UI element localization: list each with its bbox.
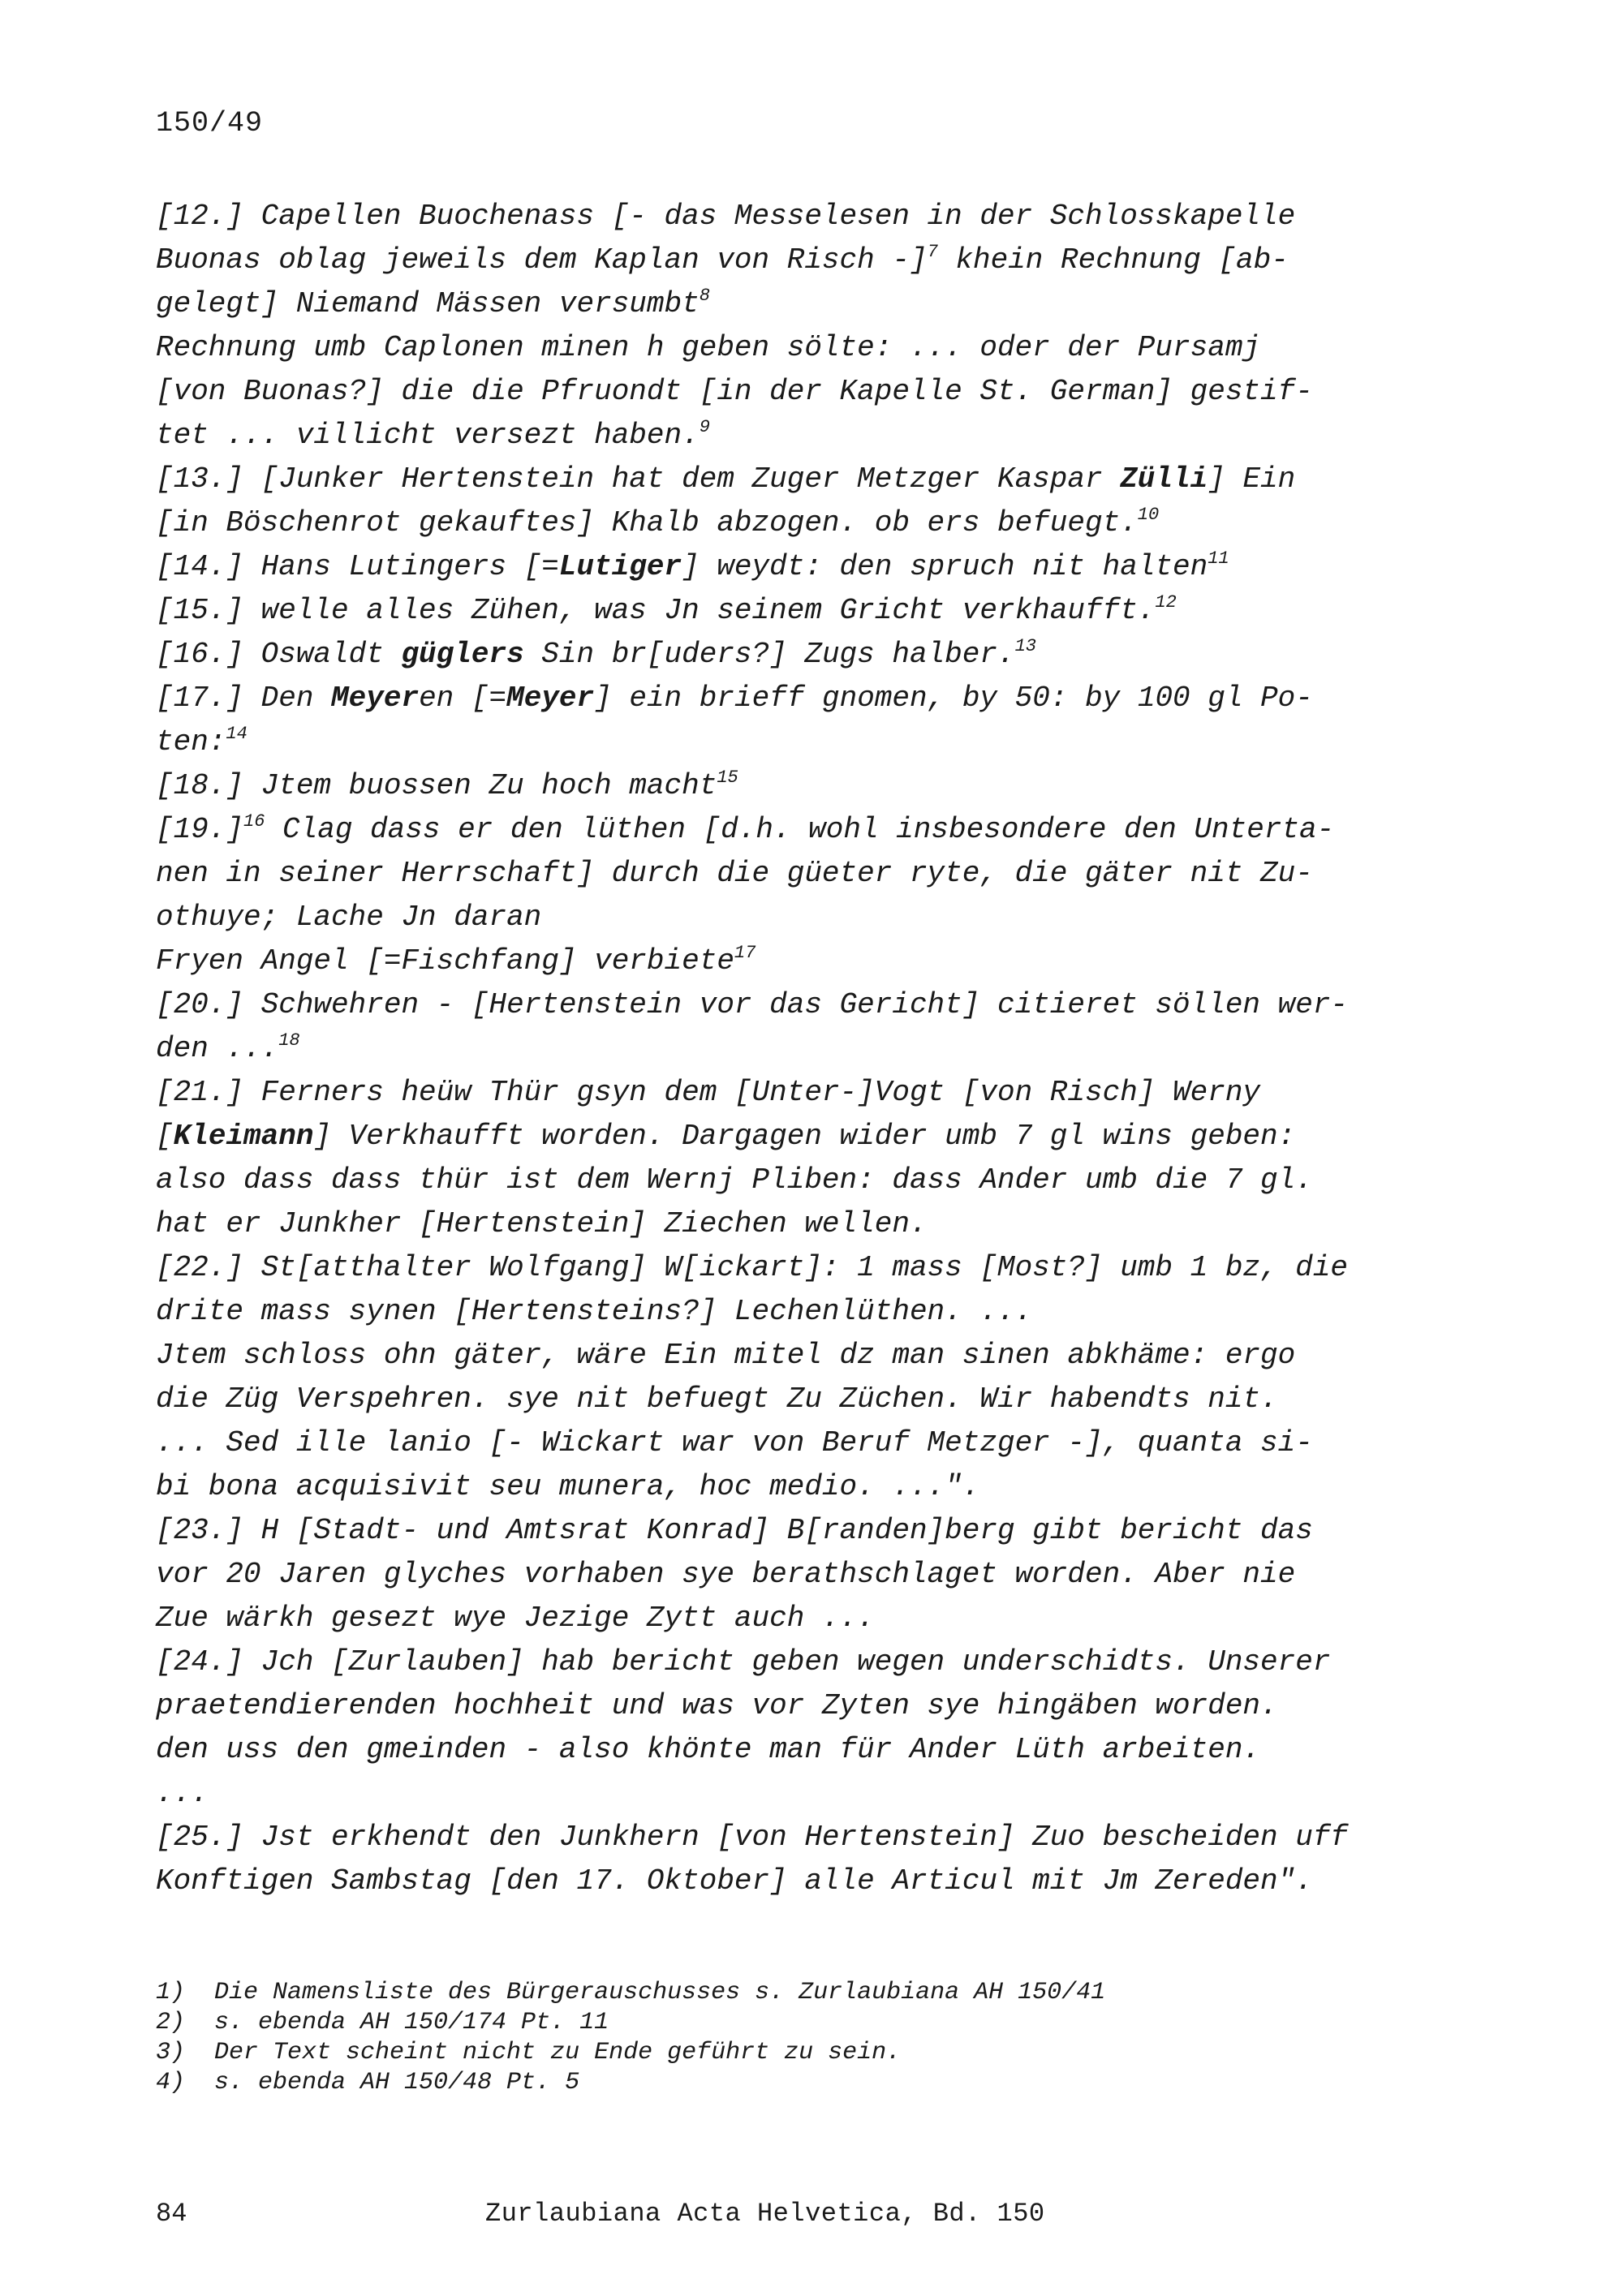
footnote bbox=[156, 2068, 1422, 2098]
entry-line: drite mass synen [Hertensteins?] Lechenlüthen. ... bbox=[156, 1295, 1033, 1328]
entry-16 bbox=[156, 633, 1422, 677]
entry-line: ... Sed ille lanio [- Wickart war von Beruf Metzger -], quanta si- bbox=[156, 1426, 1313, 1460]
entry-line: Zue wärkh gesezt wye Jezige Zytt auch ... bbox=[156, 1602, 875, 1635]
entry-line: [von Buonas?] die die Pfruondt [in der Kapelle St. German] gestif- bbox=[156, 375, 1313, 408]
person-name: Meyer bbox=[506, 681, 595, 715]
entry-line: [22.] St[atthalter Wolfgang] W[ickart]: 1 mass [Most?] umb 1 bz, die bbox=[156, 1251, 1349, 1284]
entry-line: tet ... villicht versezt haben.$^9$ bbox=[156, 417, 710, 452]
entry-line: hat er Junkher [Hertenstein] Ziechen wellen. bbox=[156, 1207, 928, 1240]
footnote-marker: 16 bbox=[243, 811, 265, 832]
entry-line: bi bona acquisivit seu munera, hoc medio. ...". bbox=[156, 1470, 980, 1503]
entry-line: [20.] Schwehren - [Hertenstein vor das Gericht] citieret söllen wer- bbox=[156, 988, 1349, 1021]
entry-13 bbox=[156, 458, 1422, 545]
entry-12 bbox=[156, 195, 1422, 458]
entry-24 bbox=[156, 1640, 1422, 1816]
footnote-text: Die Namensliste des Bürgerauschusses s. Zurlaubiana AH 150/41 bbox=[214, 1979, 1106, 2006]
footnote-text: s. ebenda AH 150/48 Pt. 5 bbox=[214, 2069, 580, 2096]
entry-line: Jtem schloss ohn gäter, wäre Ein mitel dz man sinen abkhäme: ergo bbox=[156, 1339, 1296, 1372]
footnote-marker: 8 bbox=[699, 286, 710, 306]
footnote-marker: 15 bbox=[717, 767, 738, 788]
person-name: Lutiger bbox=[558, 550, 682, 583]
entry-21 bbox=[156, 1071, 1422, 1246]
footnote-marker: 10 bbox=[1137, 505, 1160, 525]
entry-18 bbox=[156, 764, 1422, 808]
entry-line: Buonas oblag jeweils dem Kaplan von Risch -]$^7$ khein Rechnung [ab- bbox=[156, 242, 1289, 277]
entry-20 bbox=[156, 983, 1422, 1071]
entry-22 bbox=[156, 1246, 1422, 1509]
footnote bbox=[156, 2038, 1422, 2068]
entry-line: den ...$^{18}$ bbox=[156, 1030, 300, 1065]
entry-line: ... bbox=[156, 1777, 209, 1810]
footnote-number: 4) bbox=[156, 2069, 186, 2096]
entry-14 bbox=[156, 545, 1422, 589]
document-body bbox=[156, 195, 1422, 1903]
footnote bbox=[156, 2008, 1422, 2038]
entry-line: [25.] Jst erkhendt den Junkhern [von Hertenstein] Zuo bescheiden uff bbox=[156, 1821, 1349, 1854]
footnote-number: 2) bbox=[156, 2009, 186, 2036]
footnote-text: Der Text scheint nicht zu Ende geführt zu sein. bbox=[214, 2039, 902, 2066]
entry-line: [12.] Capellen Buochenass [- das Messelesen in der Schlosskapelle bbox=[156, 200, 1296, 233]
footnote bbox=[156, 1978, 1422, 2008]
entry-line: den uss den gmeinden - also khönte man für Ander Lüth arbeiten. bbox=[156, 1733, 1261, 1766]
entry-line: [18.] Jtem buossen Zu hoch macht$^{15}$ bbox=[156, 767, 738, 802]
entry-line: vor 20 Jaren glyches vorhaben sye berathschlaget worden. Aber nie bbox=[156, 1558, 1296, 1591]
entry-25 bbox=[156, 1816, 1422, 1903]
entry-line: Rechnung umb Caplonen minen h geben sölte: ... oder der Pursamj bbox=[156, 331, 1261, 364]
publication-title: Zurlaubiana Acta Helvetica, Bd. 150 bbox=[485, 2199, 1045, 2229]
footnotes bbox=[156, 1978, 1422, 2098]
person-name: güglers bbox=[401, 638, 524, 671]
footnote-marker: 14 bbox=[226, 724, 248, 744]
footnote-text: s. ebenda AH 150/174 Pt. 11 bbox=[214, 2009, 609, 2036]
entry-line: also dass dass thür ist dem Wernj Pliben: dass Ander umb die 7 gl. bbox=[156, 1163, 1313, 1197]
entry-line: [24.] Jch [Zurlauben] hab bericht geben wegen underschidts. Unserer bbox=[156, 1645, 1331, 1679]
person-name: Zülli bbox=[1120, 462, 1208, 496]
footnote-marker: 12 bbox=[1155, 592, 1177, 613]
entry-line: Konftigen Sambstag [den 17. Oktober] alle Articul mit Jm Zereden". bbox=[156, 1864, 1313, 1898]
entry-line: [Kleimann] Verkhaufft worden. Dargagen wider umb 7 gl wins geben: bbox=[156, 1120, 1296, 1153]
entry-line: [17.] Den Meyeren [=Meyer] ein brieff gnomen, by 50: by 100 gl Po- bbox=[156, 681, 1313, 715]
entry-23 bbox=[156, 1509, 1422, 1640]
footnote-marker: 9 bbox=[699, 417, 710, 437]
entry-19 bbox=[156, 808, 1422, 983]
footnote-marker: 13 bbox=[1014, 636, 1036, 656]
page-number: 84 bbox=[156, 2199, 187, 2229]
entry-line: [in Böschenrot gekauftes] Khalb abzogen. ob ers befuegt.$^{10}$ bbox=[156, 505, 1160, 540]
entry-line: [15.] welle alles Zühen, was Jn seinem Gricht verkhaufft.$^{12}$ bbox=[156, 592, 1177, 627]
entry-line: praetendierenden hochheit und was vor Zyten sye hingäben worden. bbox=[156, 1689, 1278, 1722]
page-reference: 150/49 bbox=[156, 107, 264, 140]
entry-line: [14.] Hans Lutingers [=Lutiger] weydt: den spruch nit halten$^{11}$ bbox=[156, 548, 1229, 583]
entry-line: [16.] Oswaldt güglers Sin br[uders?] Zugs halber.$^{13}$ bbox=[156, 636, 1036, 671]
person-name: Meyer bbox=[331, 681, 420, 715]
footnote-marker: 18 bbox=[278, 1030, 300, 1051]
footnote-number: 3) bbox=[156, 2039, 186, 2066]
entry-line: ten:$^{14}$ bbox=[156, 724, 248, 759]
entry-line: [13.] [Junker Hertenstein hat dem Zuger Metzger Kaspar Zülli] Ein bbox=[156, 462, 1296, 496]
entry-line: nen in seiner Herrschaft] durch die güeter ryte, die gäter nit Zu- bbox=[156, 857, 1313, 890]
entry-line: $[19.]^{16}$ Clag dass er den lüthen [d.h. wohl insbesondere den Unterta- bbox=[156, 811, 1335, 846]
entry-line: die Züg Verspehren. sye nit befuegt Zu Züchen. Wir habendts nit. bbox=[156, 1382, 1278, 1416]
entry-15 bbox=[156, 589, 1422, 633]
person-name: Kleimann bbox=[173, 1120, 314, 1153]
entry-line: othuye; Lache Jn daran bbox=[156, 901, 542, 934]
entry-line: gelegt] Niemand Mässen versumbt$^8$ bbox=[156, 286, 710, 320]
footnote-marker: 7 bbox=[927, 242, 938, 262]
footnote-marker: 17 bbox=[734, 943, 756, 963]
entry-line: Fryen Angel [=Fischfang] verbiete$^{17}$ bbox=[156, 943, 756, 978]
entry-line: [21.] Ferners heüw Thür gsyn dem [Unter-]Vogt [von Risch] Werny bbox=[156, 1076, 1261, 1109]
footnote-marker: 11 bbox=[1208, 548, 1229, 569]
entry-17 bbox=[156, 677, 1422, 764]
entry-line: [23.] H [Stadt- und Amtsrat Konrad] B[randen]berg gibt bericht das bbox=[156, 1514, 1313, 1547]
footnote-number: 1) bbox=[156, 1979, 186, 2006]
